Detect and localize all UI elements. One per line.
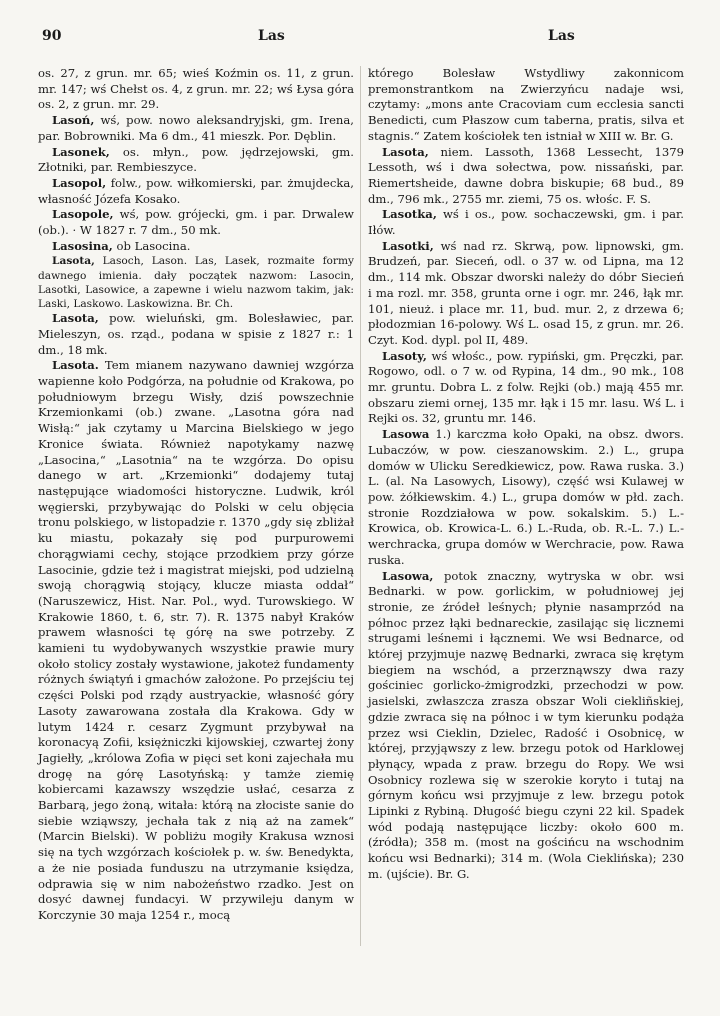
dictionary-entry — [368, 145, 684, 208]
entry-headword: Lasota, — [382, 144, 429, 159]
dictionary-entry — [368, 569, 684, 883]
entry-text: folw., pow. wiłkomierski, par. żmujdecka, własność Józefa Kosako. — [38, 175, 354, 206]
dictionary-entry — [38, 358, 354, 923]
entry-headword: Lasopol, — [52, 175, 107, 190]
entry-headword: Lasotka, — [382, 207, 437, 222]
entry-text: pow. wieluński, gm. Bolesławiec, par. Mieleszyn, os. rząd., podana w spisie z 1827 r.: 1 dm., 18 mk. — [38, 311, 354, 357]
entry-text: wś i os., pow. sochaczewski, gm. i par. Iłów. — [368, 207, 684, 238]
dictionary-entry — [38, 66, 354, 113]
entry-headword: Lasowa — [382, 427, 430, 442]
dictionary-entry — [368, 349, 684, 428]
entry-headword: Lasopole, — [52, 207, 114, 222]
left-column — [38, 66, 354, 924]
dictionary-entry — [38, 239, 354, 255]
entry-text: wś włośc., pow. rypiński, gm. Pręczki, par. Rogowo, odl. o 7 w. od Rypina, 14 dm., 90 mk., 108 mr. gruntu. Dobra L. z folw. Rejki (ob.) mają 455 mr. obszaru ziemi ornej, 135 mr. łąk i 15 mr. lasu. Wś L. i Rejki os. 32, gruntu mr. 146. — [368, 348, 684, 426]
dictionary-entry — [38, 207, 354, 238]
dictionary-entry — [368, 66, 684, 145]
running-head-right: Las — [548, 28, 575, 44]
dictionary-entry — [38, 176, 354, 207]
entry-text: potok znaczny, wytryska w obr. wsi Bednarki. w pow. gorlickim, w południowej jej stronie, ze źródeł leśnych; płynie nasamprzód na północ przez łąki bednareckie, zasilając się licznemi strugami leśnemi i łącznemi. We wsi Bednarce, od której przyjmuje nazwę Bednarki, zwraca się krętym biegiem na wschód, a przerznąwszy dwa razy gościniec gorlicko-żmigrodzki, przechodzi w pow. jasielski, zwłaszcza zrasza obszar Woli ciekliñskiej, gdzie zwraca się na północ i w tym kierunku podąża przez wsi Cieklin, Dzielec, Radość i Osobnicę, w której, przyjąwszy z lew. brzegu potok od Harklowej płynący, wpada z praw. brzegu do Ropy. We wsi Osobnicy rozlewa się w szerokie koryto i tutaj na górnym końcu wsi przyjmuje z lew. brzegu potok Lipinki z Rybiną. Długość biegu czyni 22 kil. Spadek wód podają następujące liczby: około 600 m. (źródła); 358 m. (most na gościńcu na wschodnim końcu wsi Bednarki); 314 m. (Wola Cieklińska); 230 m. (ujście). Br. G. — [368, 568, 684, 881]
dictionary-entry — [38, 254, 354, 311]
entry-headword: Lasota. — [52, 358, 99, 373]
entry-text: wś, pow. grójecki, gm. i par. Drwalew (ob.). · W 1827 r. 7 dm., 50 mk. — [38, 207, 354, 238]
entry-text: os. 27, z grun. mr. 65; wieś Koźmin os. 11, z grun. mr. 147; wś Chełst os. 4, z grun. mr. 22; wś Łysa góra os. 2, z grun. mr. 29. — [38, 66, 354, 112]
entry-text: ob Lasocina. — [112, 238, 191, 253]
entry-text: Tem mianem nazywano dawniej wzgórza wapienne koło Podgórza, na południe od Krakowa, po południowym brzegu Wisły, dziś powszechnie Krzemionkami (ob.) zwane. „Lasotna góra nad Wisłą:“ jak czytamy u Marcina Bielskiego w jego Kronice świata. Również napotykamy nazwę „Lasocina,“ „Lasotnia“ na te wzgórza. Do opisu danego w art. „Krzemionki“ dodajemy tutaj następujące wiadomości historyczne. Ludwik, król węgierski, przybywając do Polski w celu objęcia tronu polskiego, w listopadzie r. 1370 „gdy się zbliżał ku miastu, pokazały się pod purpurowemi chorągwiami cechy, stojące przodkiem przy górze Lasocinie, gdzie też i magistrat miejski, pod udzielną swoją chorągwią stojący, klucze miasta oddał“ (Naruszewicz, Hist. Nar. Pol., wyd. Turowskiego. W Krakowie 1860, t. 6, str. 7). R. 1375 nabył Kraków prawem własności tę górę na swe potrzeby. Z kamieni tu wydobywanych wszystkie prawie mury około stolicy zostały wystawione, jakoteż fundamenty różnych świątyń i gmachów założone. Po przejściu tej części Polski pod rządy austryackie, własność góry Lasoty zawarowana została dla Krakowa. Gdy w lutym 1424 r. cesarz Zygmunt przybywał na koronacyą Zofii, księżniczki kijowskiej, czwartej żony Jagiełły, „królowa Zofia w pięci set koni zajechała mu drogę na górę Lasotyńską: y tamże ziemię kobiercami kazawszy wszędzie usłać, cesarza z Barbarą, jego żoną, witała: którą na złociste sanie do siebie wziąwszy, jechała tak z nią aż na zamek“ (Marcin Bielski). W pobliżu mogiły Krakusa wznosi się na tych wzgórzach kościołek p. w. św. Benedykta, a że nie posiada funduszu na utrzymanie księdza, odprawia się w nim nabożeństwo rzadko. Jest on dosyć dawnej fundacyi. W przywileju danym w Korczynie 30 maja 1254 r., mocą — [38, 358, 354, 922]
entry-text: 1.) karczma koło Opaki, na obsz. dwors. Lubaczów, w pow. cieszanowskim. 2.) L., grupa domów w Ulicku Seredkiewicz, pow. Rawa ruska. 3.) L. (al. Na Lasowych, Lisowy), część wsi Kulawej w pow. żółkiewskim. 4.) L., grupa domów w płd. zach. stronie Rozdziałowa w pow. sokalskim. 5.) L.-Krowica, ob. Krowica-L. 6.) L.-Ruda, ob. R.-L. 7.) L.-werchracka, grupa domów w Werchracie, pow. Rawa ruska. — [368, 427, 684, 567]
right-column — [368, 66, 684, 883]
dictionary-entry — [38, 113, 354, 144]
entry-text: Lasoch, Lason. Las, Lasek, rozmaite formy dawnego imienia. dały początek nazwom: Lasocin, Lasotki, Lasowice, a zapewne i wielu nazwom takim, jak: Laski, Laskowo. Laskowizna. Br. Ch. — [38, 255, 354, 311]
entry-headword: Lasoty, — [382, 348, 427, 363]
entry-headword: Lasowa, — [382, 568, 434, 583]
entry-text: wś nad rz. Skrwą, pow. lipnowski, gm. Brudzeń, par. Sieceń, odl. o 37 w. od Lipna, ma 12 dm., 114 mk. Obszar dworski należy do dóbr Siecień i ma rozl. mr. 358, grunta orne i ogr. mr. 246, łąk mr. 101, nieuż. i place mr. 11, bud. mur. 2, z drzewa 6; płodozmian 16-polowy. Wś L. osad 15, z grun. mr. 26. Czyt. Kod. dypl. pol II, 489. — [368, 238, 684, 347]
entry-headword: Lasosina, — [52, 238, 113, 253]
dictionary-entry — [368, 207, 684, 238]
entry-headword: Lasota, — [52, 255, 95, 268]
entry-text: wś, pow. nowo aleksandryjski, gm. Irena, par. Bobrowniki. Ma 6 dm., 41 mieszk. Por. Dęblin. — [38, 113, 354, 143]
running-head-left: Las — [258, 28, 285, 44]
entry-text: którego Bolesław Wstydliwy zakonnicom premonstrantkom na Zwierzyńcu nadaje wsi, czytamy: „mons ante Cracoviam cum ecclesia sancti Benedicti, cum Płaszow cum taberna, pratis, silva et stagnis.“ Zatem kościołek ten istniał w XIII w. Br. G. — [368, 66, 684, 143]
column-divider — [360, 66, 361, 946]
dictionary-entry — [38, 311, 354, 358]
entry-text: os. młyn., pow. jędrzejowski, gm. Złotniki, par. Rembieszyce. — [38, 144, 354, 175]
entry-text: niem. Lassoth, 1368 Lessecht, 1379 Lessoth, wś i dwa sołectwa, pow. nissański, par. Riemertsheide, dawne dobra biskupie; 68 bud., 89 dm., 796 mk., 2755 mr. ziemi, 75 os. włośc. F. S. — [368, 144, 684, 206]
dictionary-entry — [368, 427, 684, 568]
page-header — [38, 28, 682, 50]
page-number: 90 — [42, 28, 62, 44]
entry-headword: Lasoń, — [52, 113, 95, 128]
dictionary-entry — [38, 145, 354, 176]
dictionary-entry — [368, 239, 684, 349]
entry-headword: Lasotki, — [382, 238, 434, 253]
entry-headword: Lasonek, — [52, 144, 110, 159]
entry-headword: Lasota, — [52, 311, 99, 326]
